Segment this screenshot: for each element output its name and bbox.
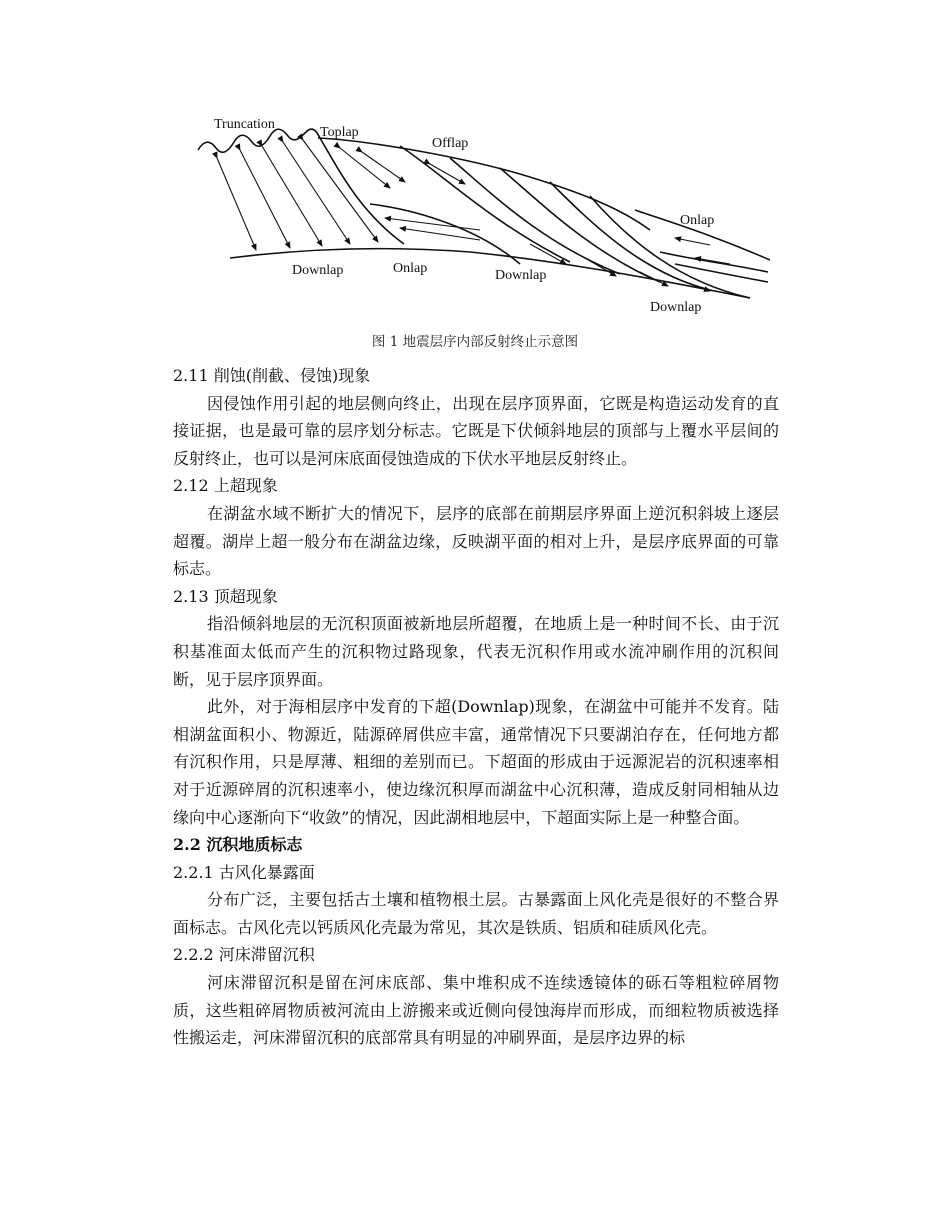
body-text — [173, 362, 779, 1052]
downlap-paragraph: 此外，对于海相层序中发育的下超(Downlap)现象，在湖盆中可能并不发育。陆相湖盆面积小、物源近，陆源碎屑供应丰富，通常情况下只要湖泊存在，任何地方都有沉积作用，只是厚薄、粗细的差别而已。下超面的形成由于远源泥岩的沉积速率相对于近源碎屑的沉积速率小，使边缘沉积厚而湖盆中心沉积薄，造成反射同相轴从边缘向中心逐渐向下“收敛”的情况，因此湖相地层中，下超面实际上是一种整合面。 — [173, 697, 779, 827]
label-onlap-bottom: Onlap — [393, 261, 428, 276]
toplap-boundary — [318, 138, 650, 230]
label-downlap-right: Downlap — [650, 300, 702, 315]
figure-caption: 图 1 地震层序内部反射终止示意图 — [371, 334, 579, 350]
section-2-2-2-title: 2.2.2 河床滞留沉积 — [173, 945, 315, 965]
onlap-layer-2 — [675, 264, 768, 282]
label-offlap: Offlap — [432, 136, 469, 151]
section-2-11-title: 2.11 削蚀(削截、侵蚀)现象 — [173, 366, 371, 385]
section-2-13-title: 2.13 顶超现象 — [173, 586, 278, 606]
clinoform-1 — [320, 138, 404, 244]
label-downlap-left: Downlap — [292, 263, 344, 278]
section-2-13-paragraph: 指沿倾斜地层的无沉积顶面被新地层所超覆，在地质上是一种时间不长、由于沉积基准面太低而产生的沉积物过路现象，代表无沉积作用或水流冲刷作用的沉积间断，见于层序顶界面。 — [173, 614, 779, 689]
seismic-termination-diagram — [190, 112, 770, 322]
clinoform-4 — [450, 158, 620, 274]
clinoform-3 — [400, 146, 570, 262]
section-2-12-paragraph: 在湖盆水域不断扩大的情况下，层序的底部在前期层序界面上逆沉积斜坡上逐层超覆。湖岸上超一般分布在湖盆边缘，反映湖平面的相对上升，是层序底界面的可靠标志。 — [173, 503, 779, 579]
section-2-2-1-title: 2.2.1 古风化暴露面 — [173, 862, 315, 882]
section-2-12-title: 2.12 上超现象 — [173, 476, 278, 496]
label-onlap-right: Onlap — [680, 213, 715, 228]
label-truncation: Truncation — [214, 117, 275, 132]
clinoform-5 — [500, 168, 660, 282]
diagram-svg — [190, 112, 770, 322]
section-2-2-1-paragraph: 分布广泛，主要包括古土壤和植物根土层。古暴露面上风化壳是很好的不整合界面标志。古风化壳以钙质风化壳最为常见，其次是铁质、铝质和硅质风化壳。 — [173, 890, 779, 937]
section-2-2-title: 2.2 沉积地质标志 — [173, 835, 303, 855]
label-downlap-mid: Downlap — [495, 268, 547, 283]
section-2-11-paragraph: 因侵蚀作用引起的地层侧向终止，出现在层序顶界面，它既是构造运动发育的直接证据，也是最可靠的层序划分标志。它既是下伏倾斜地层的顶部与上覆水平层间的反射终止，也可以是河床底面侵蚀造成的下伏水平地层反射终止。 — [173, 393, 779, 468]
label-toplap: Toplap — [320, 125, 359, 140]
truncation-surface — [198, 129, 320, 152]
section-2-2-2-paragraph: 河床滞留沉积是留在河床底部、集中堆积成不连续透镜体的砾石等粗粒碎屑物质，这些粗碎屑物质被河流由上游搬来或近侧向侵蚀海岸而形成，而细粒物质被选择性搬运走，河床滞留沉积的底部常具有明显的冲刷界面，是层序边界的标 — [173, 973, 779, 1048]
